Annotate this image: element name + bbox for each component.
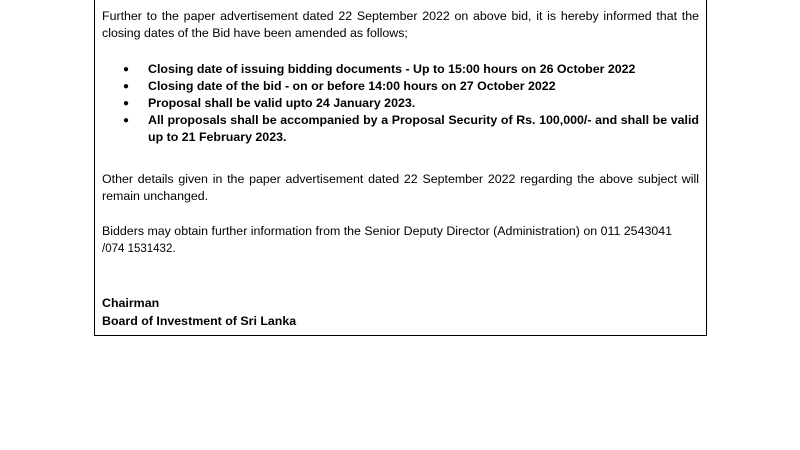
bullet-text: All proposals shall be accompanied by a Proposal Security of Rs. 100,000/- and shall be valid up to 21 February 2023. xyxy=(148,113,699,144)
list-item xyxy=(102,61,699,78)
bullet-text: Closing date of the bid - on or before 14:00 hours on 27 October 2022 xyxy=(148,79,556,93)
bullet-text: Closing date of issuing bidding documents - Up to 15:00 hours on 26 October 2022 xyxy=(148,62,636,76)
bullet-text: Proposal shall be valid upto 24 January 2023. xyxy=(148,96,416,110)
signatory-title: Chairman xyxy=(102,296,160,310)
bullet-icon: ● xyxy=(123,115,130,126)
bullet-icon: ● xyxy=(123,81,130,92)
list-item xyxy=(102,112,699,146)
other-details-paragraph: Other details given in the paper advertisement dated 22 September 2022 regarding the above subject will remain unchanged. xyxy=(102,172,699,203)
bullet-icon: ● xyxy=(123,64,130,75)
contact-paragraph xyxy=(102,223,699,258)
contact-line-2: /074 1531432. xyxy=(102,243,176,255)
intro-paragraph: Further to the paper advertisement dated 22 September 2022 on above bid, it is hereby informed that the closing dates of the Bid have been amended as follows; xyxy=(102,9,699,40)
notice-box xyxy=(94,0,707,336)
list-item xyxy=(102,95,699,112)
amendment-list xyxy=(102,61,699,146)
signatory-organization: Board of Investment of Sri Lanka xyxy=(102,314,297,328)
list-item xyxy=(102,78,699,95)
contact-line-1: Bidders may obtain further information from the Senior Deputy Director (Administration) on 011 2543041 xyxy=(102,224,673,238)
bullet-icon: ● xyxy=(123,98,130,109)
